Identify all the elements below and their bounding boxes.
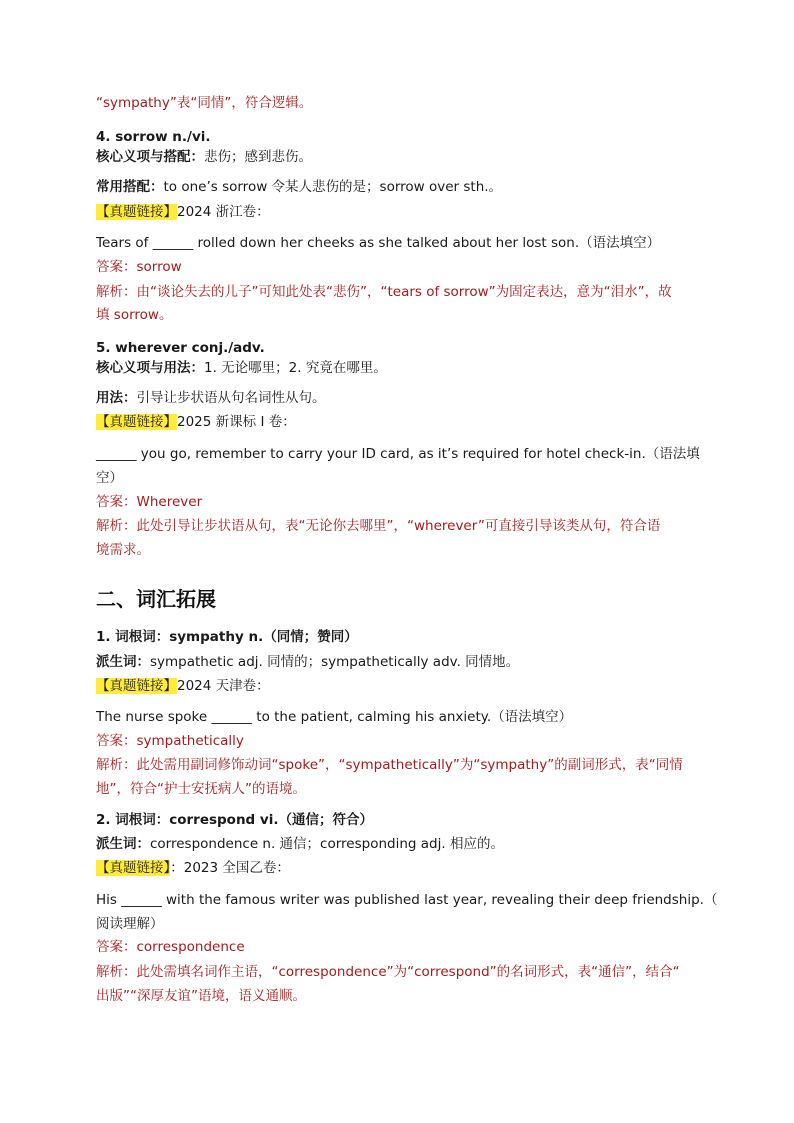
usage-label: 用法：	[96, 390, 137, 406]
exam-link-tag: 【真题链接】	[96, 860, 171, 876]
section-title: 二、词汇拓展	[96, 587, 216, 611]
analysis-text: 解析：由“谈论失去的儿子”可知此处表“悲伤”，“tears of sorrow”为固定表达，意为“泪水”，故	[96, 284, 672, 300]
analysis-text-cont: 地”，符合“护士安抚病人”的语境。	[96, 781, 306, 797]
answer-text: 答案：sorrow	[96, 259, 182, 275]
analysis-text-cont: 填 sorrow。	[96, 307, 173, 323]
analysis-text: 解析：此处需填名词作主语，“correspondence”为“correspond”的名词形式，表“通信”，结合“	[96, 964, 680, 980]
entry-heading-sorrow: 4. sorrow n./vi.	[96, 129, 211, 145]
meaning-text: 1. 无论哪里；2. 究竟在哪里。	[204, 360, 387, 376]
usage-line	[96, 388, 326, 408]
derived-label: 派生词：	[96, 654, 150, 670]
question-text: ______ you go, remember to carry your ID card, as it’s required for hotel check-in.（语法填	[96, 446, 700, 462]
exam-link-tag: 【真题链接】	[96, 414, 177, 430]
derived-text: correspondence n. 通信；corresponding adj. 相应的。	[150, 836, 504, 852]
derived-line	[96, 834, 504, 854]
exam-source: 2024 浙江卷：	[177, 204, 270, 220]
derived-line	[96, 652, 519, 672]
question-text-cont: 阅读理解）	[96, 916, 164, 932]
exam-link-line	[96, 412, 296, 432]
collocation-label: 常用搭配：	[96, 179, 164, 195]
exam-source: 2024 天津卷：	[177, 678, 270, 694]
analysis-text: 解析：此处需用副词修饰动词“spoke”，“sympathetically”为“sympathy”的副词形式，表“同情	[96, 757, 683, 773]
question-text: Tears of ______ rolled down her cheeks as she talked about her lost son.（语法填空）	[96, 235, 661, 251]
analysis-text-cont: 出版”“深厚友谊”语境，语义通顺。	[96, 988, 306, 1004]
collocation-text: to one’s sorrow 令某人悲伤的是；sorrow over sth.。	[163, 179, 503, 195]
intro-line: “sympathy”表“同情”，符合逻辑。	[96, 95, 313, 111]
root-heading-sympathy: 1. 词根词：sympathy n.（同情；赞同）	[96, 629, 358, 645]
analysis-text-cont: 境需求。	[96, 542, 150, 558]
meaning-line	[96, 358, 387, 378]
derived-text: sympathetic adj. 同情的；sympathetically adv. 同情地。	[150, 654, 520, 670]
usage-text: 引导让步状语从句名词性从句。	[136, 390, 326, 406]
entry-heading-wherever: 5. wherever conj./adv.	[96, 340, 265, 356]
question-text-cont: 空）	[96, 470, 123, 486]
answer-text: 答案：sympathetically	[96, 733, 244, 749]
derived-label: 派生词：	[96, 836, 150, 852]
exam-source: 2025 新课标 I 卷：	[177, 414, 296, 430]
root-heading-correspond: 2. 词根词：correspond vi.（通信；符合）	[96, 812, 373, 828]
exam-link-line	[96, 676, 270, 696]
exam-source: ：2023 全国乙卷：	[170, 860, 290, 876]
meaning-label: 核心义项与用法：	[96, 360, 204, 376]
exam-link-line	[96, 858, 290, 878]
answer-text: 答案：correspondence	[96, 939, 245, 955]
exam-link-tag: 【真题链接】	[96, 204, 177, 220]
meaning-line	[96, 147, 312, 167]
meaning-text: 悲伤；感到悲伤。	[204, 149, 312, 165]
answer-text: 答案：Wherever	[96, 494, 203, 510]
exam-link-tag: 【真题链接】	[96, 678, 177, 694]
analysis-text: 解析：此处引导让步状语从句，表“无论你去哪里”，“wherever”可直接引导该类从句，符合语	[96, 518, 661, 534]
question-text: His ______ with the famous writer was published last year, revealing their deep friendship.（	[96, 892, 718, 908]
exam-link-line	[96, 202, 270, 222]
collocation-line	[96, 177, 502, 197]
question-text: The nurse spoke ______ to the patient, calming his anxiety.（语法填空）	[96, 709, 573, 725]
meaning-label: 核心义项与搭配：	[96, 149, 204, 165]
